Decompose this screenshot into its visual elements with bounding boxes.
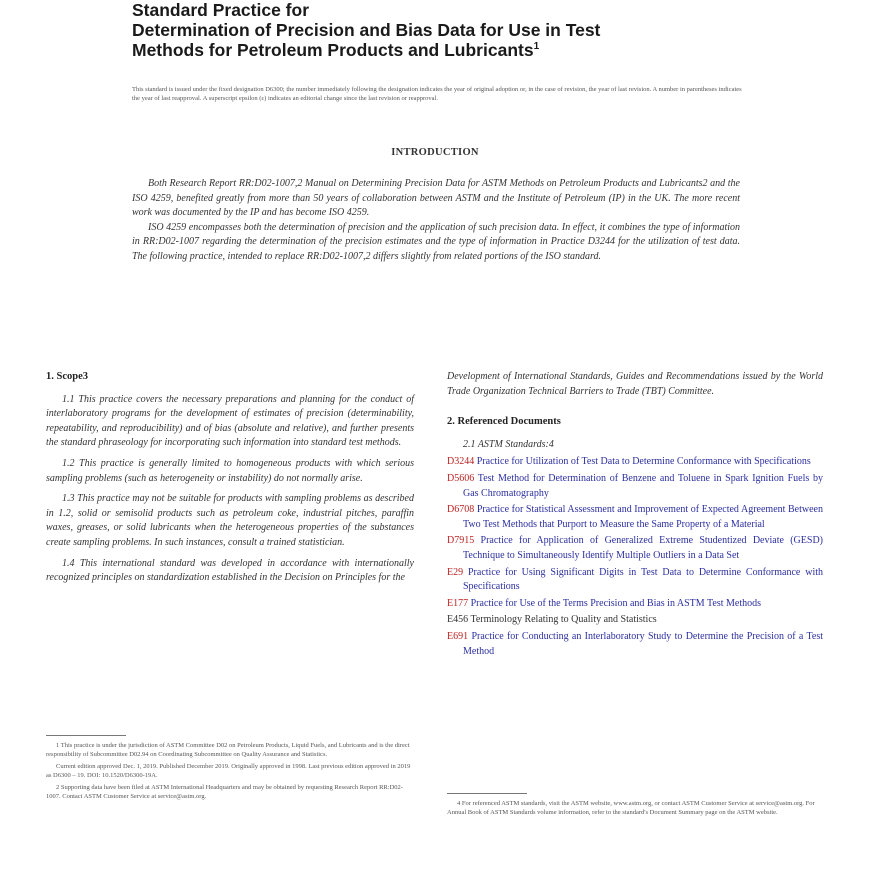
reference-item[interactable]	[447, 630, 823, 659]
reference-item[interactable]	[447, 566, 823, 595]
reference-title-link[interactable]: Test Method for Determination of Benzene and Toluene in Spark Ignition Fuels by Gas Chromatography	[463, 472, 823, 499]
scope-paragraph-1-1: 1.1 This practice covers the necessary preparations and planning for the conduct of interlaboratory programs for the development of estimates of precision (determinability, repeatability, and reproducibility) and of bias (absolute and relative), and further presents the standard phraseology for incorporating such information into standard test methods.	[46, 393, 414, 449]
reference-item[interactable]	[447, 455, 823, 470]
reference-code-link[interactable]: D6708	[447, 504, 475, 516]
scope-paragraph-1-4-continued: Development of International Standards, Guides and Recommendations issued by the World Trade Organization Technical Barriers to Trade (TBT) Committee.	[447, 371, 823, 397]
reference-code-link[interactable]: E691	[447, 630, 469, 642]
title-line-2: Determination of Precision and Bias Data for Use in Test	[132, 20, 601, 40]
footnote-4: 4 For referenced ASTM standards, visit the ASTM website, www.astm.org, or contact ASTM Customer Service at service@astm.org. For Annual Book of ASTM Standards volume information, refer to the standard's Document Summary page on the ASTM website.	[447, 800, 815, 816]
document-title	[132, 0, 772, 60]
referenced-documents-heading: 2. Referenced Documents	[447, 416, 561, 428]
footnote-2: 2 Supporting data have been filed at ASTM International Headquarters and may be obtained by requesting Research Report RR:D02-1007. Contact ASTM Customer Service at service@astm.org.	[46, 784, 403, 800]
reference-title-link[interactable]: Practice for Application of Generalized Extreme Studentized Deviate (GESD) Technique to Simultaneously Identify Multiple Outliers in a Data Set	[463, 535, 823, 561]
reference-title-link[interactable]: Practice for Use of the Terms Precision and Bias in ASTM Test Methods	[470, 597, 762, 609]
left-footnotes	[46, 742, 414, 806]
introduction-paragraph-2: ISO 4259 encompasses both the determination of precision and the application of such precision data. In effect, it combines the type of information in RR:D02-1007 regarding the determination of the precision estimates and the type of information in Practice D3244 for the utilization of test data. The following practice, intended to replace RR:D02-1007,2 differs slightly from related portions of the ISO standard.	[132, 221, 740, 262]
reference-item[interactable]	[447, 472, 823, 501]
reference-item[interactable]	[447, 503, 823, 532]
left-footnote-divider	[46, 735, 126, 736]
right-column	[447, 370, 823, 661]
reference-item[interactable]	[447, 534, 823, 563]
introduction-paragraph-1: Both Research Report RR:D02-1007,2 Manual on Determining Precision Data for ASTM Methods on Petroleum Products and Lubricants2 and the ISO 4259, benefited greatly from more than 50 years of collaboration between ASTM and the Institute of Petroleum (IP) in the UK. The more recent work was documented by the IP and has become ISO 4259.	[132, 178, 740, 219]
designation-notice: This standard is issued under the fixed designation D6300; the number immediately following the designation indicates the year of original adoption or, in the case of revision, the year of last revision. A number in parentheses indicates the year of last reapproval. A superscript epsilon (ε) indicates an editorial change since the last revision or reapproval.	[132, 86, 742, 102]
title-line-1: Standard Practice for	[132, 0, 309, 20]
right-footnote-divider	[447, 793, 527, 794]
scope-paragraph-1-4: 1.4 This international standard was developed in accordance with internationally recognized principles on standardization established in the Decision on Principles for the	[46, 557, 414, 584]
reference-title-link[interactable]: Practice for Statistical Assessment and Improvement of Expected Agreement Between Two Test Methods that Purport to Measure the Same Property of a Material	[463, 504, 823, 530]
left-column	[46, 370, 414, 592]
reference-code-link[interactable]: E29	[447, 566, 464, 578]
reference-code-link[interactable]: D3244	[447, 456, 475, 468]
astm-standards-subheading: 2.1 ASTM Standards:4	[463, 438, 554, 450]
reference-title-link[interactable]: Practice for Conducting an Interlaboratory Study to Determine the Precision of a Test Method	[463, 630, 824, 657]
scope-paragraph-1-2: 1.2 This practice is generally limited to homogeneous products with which serious sampling problems (such as heterogeneity or instability) do not normally arise.	[46, 457, 414, 484]
scope-heading: 1. Scope3	[46, 371, 88, 382]
scope-paragraph-1-3: 1.3 This practice may not be suitable for products with sampling problems as described in 1.2, solid or semisolid products such as petroleum coke, industrial pitches, paraffin waxes, greases, or solid lubricants when the heterogeneous properties of the substances create sampling problems. In such instances, consult a trained statistician.	[46, 493, 414, 548]
reference-title-link[interactable]: Practice for Using Significant Digits in Test Data to Determine Conformance with Specifications	[463, 566, 823, 593]
reference-list	[447, 455, 823, 659]
reference-code-link[interactable]: D5606	[447, 472, 475, 484]
reference-item	[447, 613, 823, 628]
introduction-text	[132, 177, 740, 265]
reference-code: E456	[447, 614, 469, 626]
reference-item[interactable]	[447, 597, 823, 612]
reference-code-link[interactable]: E177	[447, 597, 469, 609]
right-footnotes	[447, 800, 823, 821]
footnote-1b: Current edition approved Dec. 1, 2019. Published December 2019. Originally approved in 1998. Last previous edition approved in 2019 as D6300 – 19. DOI: 10.1520/D6300-19A.	[46, 763, 411, 779]
title-line-3: Methods for Petroleum Products and Lubricants$^1$	[132, 40, 540, 60]
reference-code-link[interactable]: D7915	[447, 535, 475, 547]
footnote-1: 1 This practice is under the jurisdiction of ASTM Committee D02 on Petroleum Products, Liquid Fuels, and Lubricants and is the direct responsibility of Subcommittee D02.94 on Coordinating Subcommittee on Quality Assurance and Statistics.	[46, 742, 410, 758]
reference-title-link[interactable]: Terminology Relating to Quality and Statistics	[470, 614, 657, 626]
reference-title-link[interactable]: Practice for Utilization of Test Data to Determine Conformance with Specifications	[476, 456, 811, 468]
introduction-heading: INTRODUCTION	[391, 147, 479, 158]
title-footnote-mark: 1	[533, 41, 540, 53]
